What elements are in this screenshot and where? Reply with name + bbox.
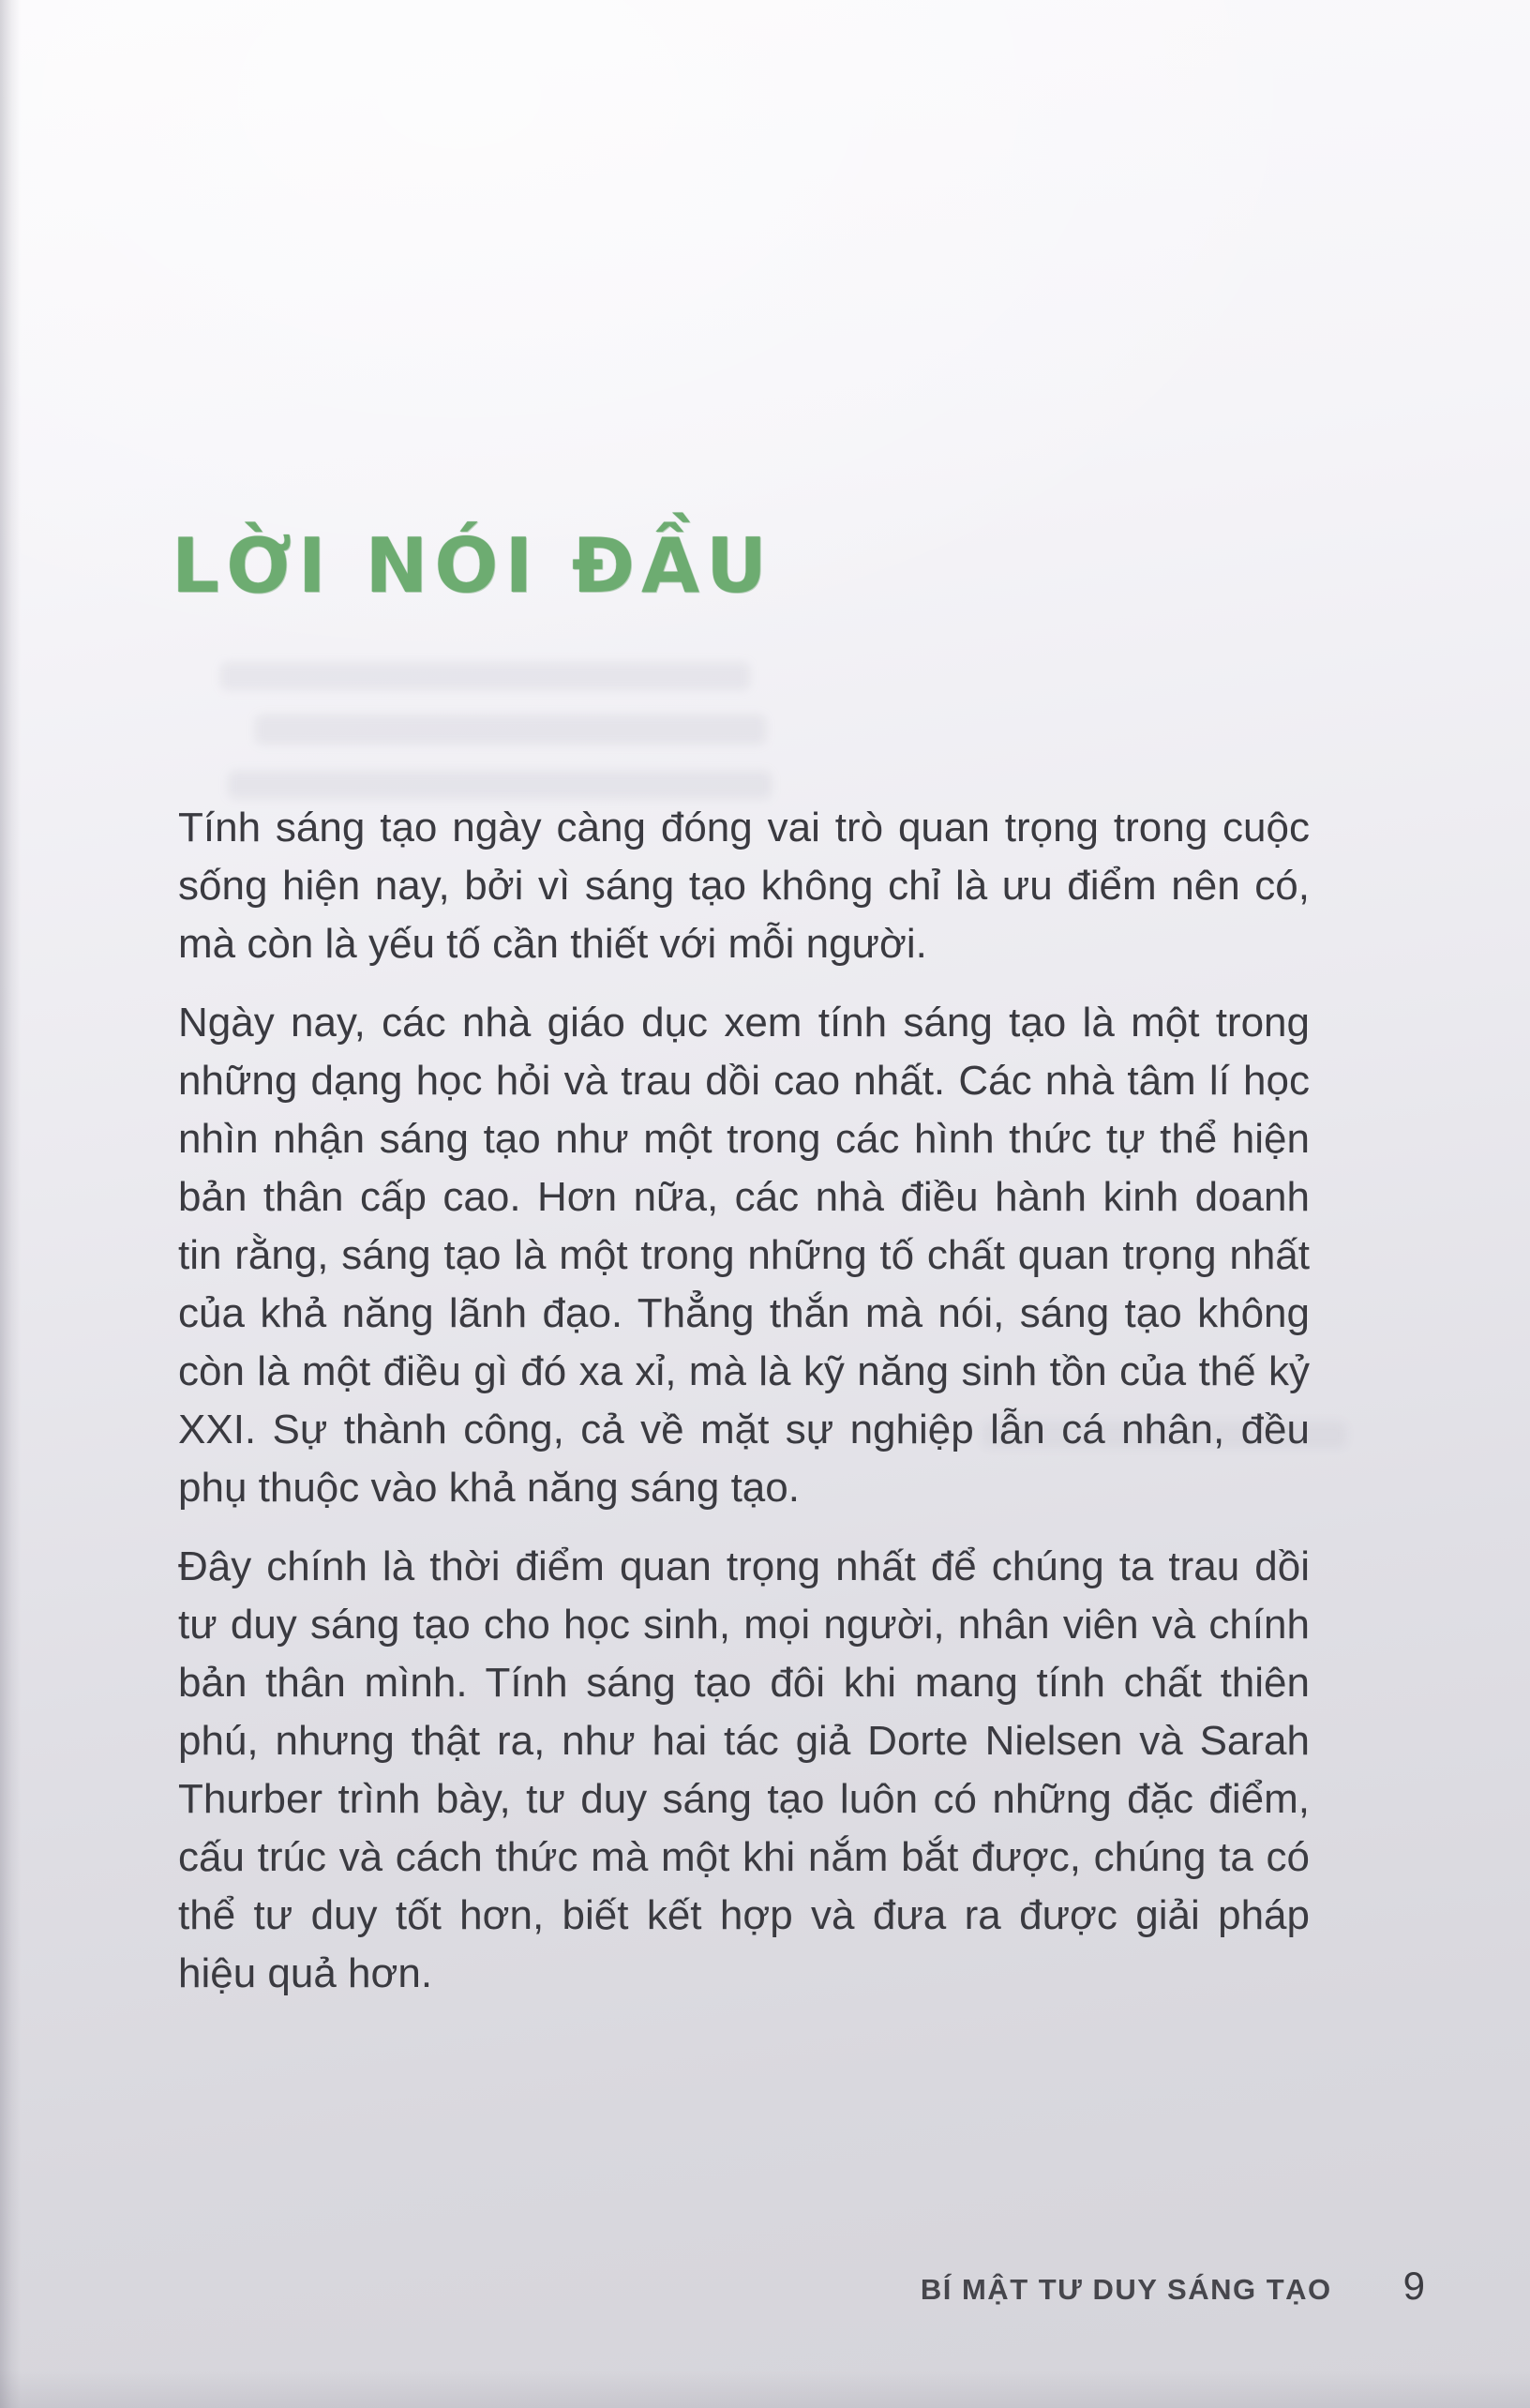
page-number: 9 — [1402, 2264, 1425, 2308]
running-book-title: BÍ MẬT TƯ DUY SÁNG TẠO — [920, 2273, 1332, 2306]
bleed-through-line — [255, 715, 766, 745]
body-text-block — [178, 799, 1310, 2024]
paragraph-1: Tính sáng tạo ngày càng đóng vai trò quan trọng trong cuộc sống hiện nay, bởi vì sáng tạo không chỉ là ưu điểm nên có, mà còn là yếu tố cần thiết với mỗi người. — [178, 805, 1310, 967]
bleed-through-line — [220, 662, 750, 690]
page-footer — [921, 2264, 1425, 2309]
chapter-heading: LỜI NÓI ĐẦU — [172, 522, 773, 610]
paragraph-3: Đây chính là thời điểm quan trọng nhất để chúng ta trau dồi tư duy sáng tạo cho học sinh, mọi người, nhân viên và chính bản thân mình. Tính sáng tạo đôi khi mang tính chất thiên phú, nhưng thật ra, như hai tác giả Dorte Nielsen và Sarah Thurber trình bày, tư duy sáng tạo luôn có những đặc điểm, cấu trúc và cách thức mà một khi nắm bắt được, chúng ta có thể tư duy tốt hơn, biết kết hợp và đưa ra được giải pháp hiệu quả hơn. — [178, 1543, 1310, 1996]
page-bottom-shadow — [0, 2370, 1530, 2408]
paragraph-2: Ngày nay, các nhà giáo dục xem tính sáng tạo là một trong những dạng học hỏi và trau dồi cao nhất. Các nhà tâm lí học nhìn nhận sáng tạo như một trong các hình thức tự thể hiện bản thân cấp cao. Hơn nữa, các nhà điều hành kinh doanh tin rằng, sáng tạo là một trong những tố chất quan trọng nhất của khả năng lãnh đạo. Thẳng thắn mà nói, sáng tạo không còn là một điều gì đó xa xỉ, mà là kỹ năng sinh tồn của thế kỷ XXI. Sự thành công, cả về mặt sự nghiệp lẫn cá nhân, đều phụ thuộc vào khả năng sáng tạo. — [178, 1000, 1310, 1511]
bleed-through-line — [228, 771, 772, 799]
page-binding-shadow — [0, 0, 21, 2408]
